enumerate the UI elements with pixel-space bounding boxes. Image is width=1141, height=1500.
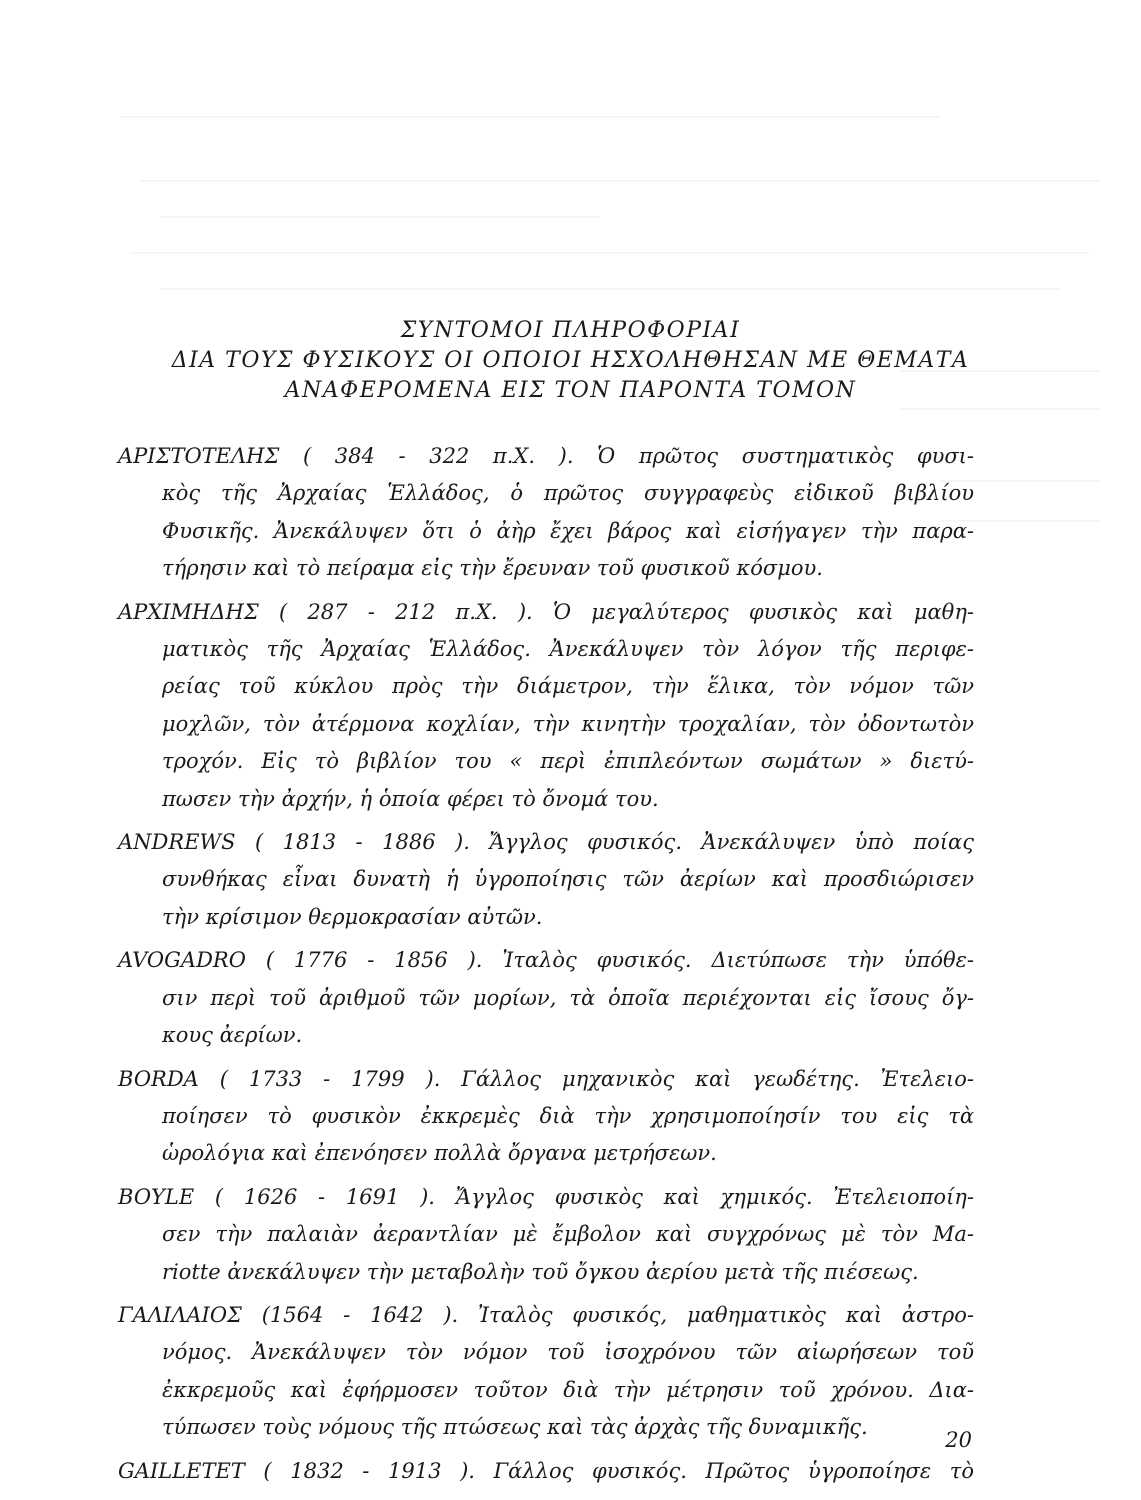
entry-line: τήρησιν καὶ τὸ πείραμα εἰς τὴν ἔρευναν τοῦ φυσικοῦ κόσμου. [162,556,823,581]
entry-line: κὸς τῆς Ἀρχαίας Ἑλλάδος, ὁ πρῶτος συγγραφεὺς εἰδικοῦ βιβλίου [162,481,974,506]
entry-line: συνθήκας εἶναι δυνατὴ ἡ ὑγροποίησις τῶν ἀερίων καὶ προσδιώρισεν [162,867,974,892]
entry-line: ποίησεν τὸ φυσικὸν ἐκκρεμὲς διὰ τὴν χρησιμοποίησίν του εἰς τὰ [162,1103,974,1128]
entry-line: σεν τὴν παλαιὰν ἀεραντλίαν μὲ ἔμβολον καὶ συγχρόνως μὲ τὸν Ma- [162,1222,974,1247]
entry-andrews [118,824,974,936]
entry-line: μοχλῶν, τὸν ἀτέρμονα κοχλίαν, τὴν κινητὴν τροχαλίαν, τὸν ὀδοντωτὸν [162,711,974,736]
entry-line: νόμος. Ἀνεκάλυψεν τὸν νόμον τοῦ ἰσοχρόνου τῶν αἰωρήσεων τοῦ [162,1340,974,1365]
entry-line: σιν περὶ τοῦ ἀριθμοῦ τῶν μορίων, τὰ ὁποῖα περιέχονται εἰς ἴσους ὄγ- [162,985,974,1010]
entry-line: ρείας τοῦ κύκλου πρὸς τὴν διάμετρον, τὴν ἕλικα, τὸν νόμον τῶν [162,674,974,699]
entry-line: κους ἀερίων. [162,1023,303,1048]
heading-line: ΔΙΑ ΤΟΥΣ ΦΥΣΙΚΟΥΣ ΟΙ ΟΠΟΙΟΙ ΗΣΧΟΛΗΘΗΣΑΝ ΜΕ ΘΕΜΑΤΑ [171,348,970,373]
entry-line: τροχόν. Εἰς τὸ βιβλίον του « περὶ ἐπιπλεόντων σωμάτων » διετύ- [162,749,974,774]
section-heading [0,316,1141,406]
entry-line: BOYLE ( 1626 - 1691 ). Ἄγγλος φυσικὸς καὶ χημικός. Ἐτελειοποίη- [118,1184,974,1209]
entry-line: riotte ἀνεκάλυψεν τὴν μεταβολὴν τοῦ ὄγκου ἀερίου μετὰ τῆς πιέσεως. [162,1259,919,1284]
entry-line: τὴν κρίσιμον θερμοκρασίαν αὐτῶν. [162,904,543,929]
heading-line: ΣΥΝΤΟΜΟΙ ΠΛΗΡΟΦΟΡΙΑΙ [400,318,741,343]
entry-line: GAILLETET ( 1832 - 1913 ). Γάλλος φυσικός. Πρῶτος ὑγροποίησε τὸ [118,1458,974,1483]
entry-line: ΑΡΧΙΜΗΔΗΣ ( 287 - 212 π.Χ. ). Ὁ μεγαλύτερος φυσικὸς καὶ μαθη- [118,599,974,624]
entry-line: Φυσικῆς. Ἀνεκάλυψεν ὅτι ὁ ἀὴρ ἔχει βάρος καὶ εἰσήγαγεν τὴν παρα- [162,518,974,543]
entry-line: ANDREWS ( 1813 - 1886 ). Ἄγγλος φυσικός. Ἀνεκάλυψεν ὑπὸ ποίας [118,830,974,855]
heading-line: ΑΝΑΦΕΡΟΜΕΝΑ ΕΙΣ ΤΟΝ ΠΑΡΟΝΤΑ ΤΟΜΟΝ [284,378,857,403]
entry-line: ΓΑΛΙΛΑΙΟΣ (1564 - 1642 ). Ἰταλὸς φυσικός, μαθηματικὸς καὶ ἀστρο- [118,1302,974,1327]
entry-aristotle [118,438,974,588]
entry-line: ἐκκρεμοῦς καὶ ἐφήρμοσεν τοῦτον διὰ τὴν μέτρησιν τοῦ χρόνου. Δια- [162,1377,974,1402]
entry-line: BORDA ( 1733 - 1799 ). Γάλλος μηχανικὸς καὶ γεωδέτης. Ἐτελειο- [118,1066,974,1091]
entry-archimedes [118,594,974,818]
page-number: 20 [945,1428,972,1452]
entry-gailletet [118,1453,974,1490]
entry-line: ΑΡΙΣΤΟΤΕΛΗΣ ( 384 - 322 π.Χ. ). Ὁ πρῶτος συστηματικὸς φυσι- [118,444,974,468]
entry-boyle [118,1179,974,1291]
entry-galileo [118,1297,974,1447]
entry-line: AVOGADRO ( 1776 - 1856 ). Ἰταλὸς φυσικός. Διετύπωσε τὴν ὑπόθε- [118,948,974,973]
entry-line: τύπωσεν τοὺς νόμους τῆς πτώσεως καὶ τὰς ἀρχὰς τῆς δυναμικῆς. [162,1415,868,1440]
entries-list [118,438,974,1496]
entry-avogadro [118,942,974,1054]
entry-line: ὡρολόγια καὶ ἐπενόησεν πολλὰ ὄργανα μετρήσεων. [162,1141,717,1166]
entry-line: πωσεν τὴν ἀρχήν, ἡ ὁποία φέρει τὸ ὄνομά του. [162,786,659,811]
entry-line: ματικὸς τῆς Ἀρχαίας Ἑλλάδος. Ἀνεκάλυψεν τὸν λόγον τῆς περιφε- [162,637,974,662]
entry-borda [118,1061,974,1173]
